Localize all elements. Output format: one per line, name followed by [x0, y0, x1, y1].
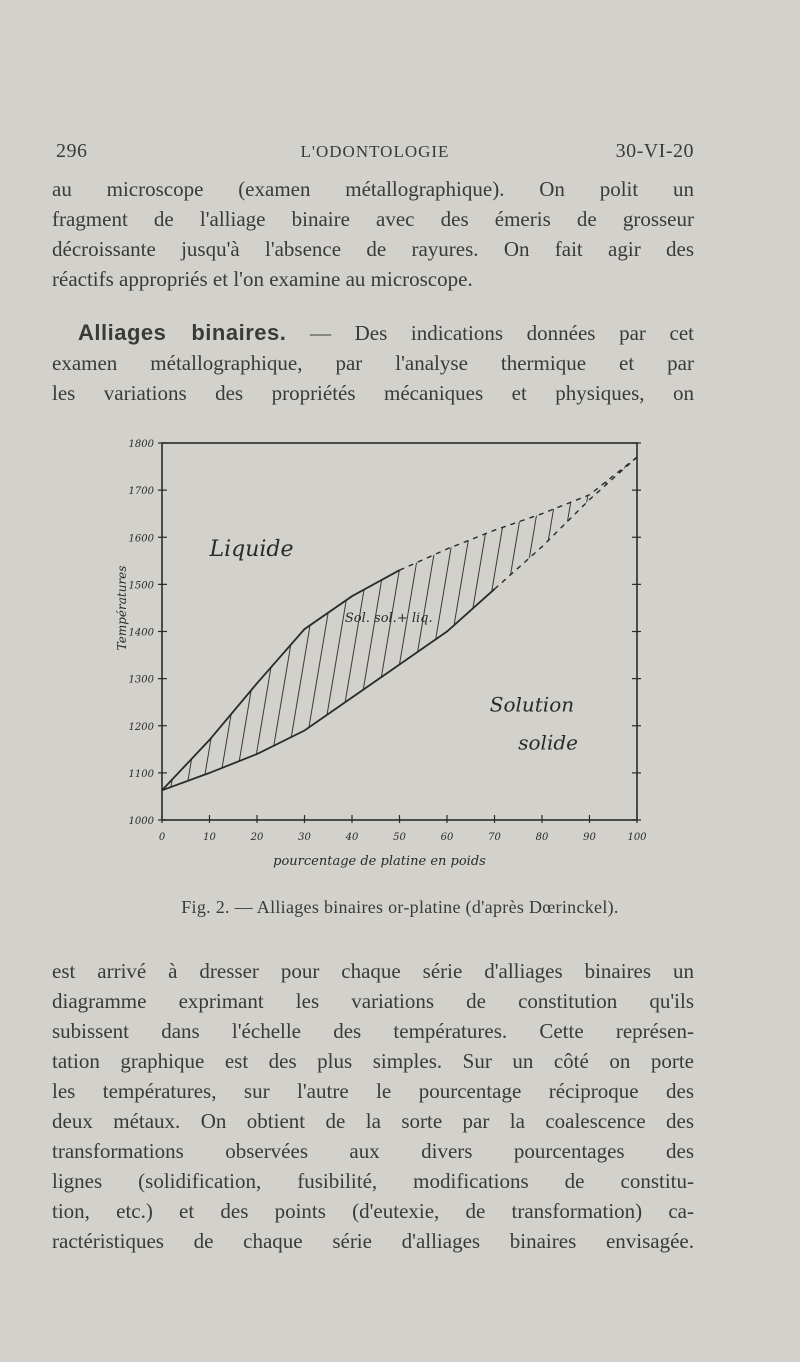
hatch-line [562, 425, 632, 840]
x-tick-label: 90 [583, 832, 596, 843]
text-line: est arrivé à dresser pour chaque série d'alliages binaires un [52, 959, 694, 983]
y-tick-label: 1400 [128, 627, 154, 639]
hatch-line [226, 425, 296, 840]
y-tick-label: 1800 [128, 439, 154, 450]
hatch-line [322, 425, 392, 840]
page-header [56, 140, 694, 168]
y-tick-label: 1200 [128, 721, 154, 733]
hatch-line [146, 425, 216, 840]
hatch-line [546, 425, 616, 840]
region-label-mixed: Sol. sol.+ liq. [344, 611, 433, 627]
text-line: tation graphique est des plus simples. Sur un côté on porte [52, 1049, 694, 1073]
y-tick-label: 1700 [128, 486, 154, 498]
liquidus-curve-dashed [400, 457, 638, 570]
x-tick-label: 80 [535, 832, 549, 843]
hatch-line [498, 425, 568, 840]
region-label-solid-1: Solution [489, 692, 575, 717]
hatch-line [194, 425, 264, 840]
hatch-line [418, 425, 488, 840]
text-line: réactifs appropriés et l'on examine au microscope. [52, 267, 473, 291]
text-line: deux métaux. On obtient de la sorte par la coalescence des [52, 1109, 694, 1133]
y-tick-label: 1300 [128, 674, 154, 686]
text-line: lignes (solidification, fusibilité, modifications de constitu- [52, 1169, 694, 1193]
text-line [52, 318, 694, 348]
liquidus-curve [162, 570, 400, 790]
y-tick-label: 1600 [128, 533, 154, 545]
x-tick-label: 10 [203, 832, 216, 843]
hatch-line [658, 425, 670, 840]
hatch-line [642, 425, 670, 840]
x-tick-label: 30 [298, 832, 311, 843]
solidus-curve [162, 589, 495, 790]
hatch-line [466, 425, 536, 840]
x-tick-label: 100 [627, 832, 647, 843]
page-number: 296 [56, 140, 88, 162]
text-line: examen métallographique, par l'analyse thermique et par [52, 351, 694, 375]
x-tick-label: 60 [440, 832, 454, 843]
text-line: tion, etc.) et des points (d'eutexie, de transformation) ca- [52, 1199, 694, 1223]
y-tick-label: 1500 [128, 580, 154, 592]
issue-date: 30-VI-20 [615, 140, 694, 162]
text-line: les températures, sur l'autre le pourcentage réciproque des [52, 1079, 694, 1103]
hatch-line [482, 425, 552, 840]
text-line: subissent dans l'échelle des températures. Cette représen- [52, 1019, 694, 1043]
region-label-solid-2: solide [518, 730, 578, 755]
hatch-line [306, 425, 376, 840]
text-line: au microscope (examen métallographique). On polit un [52, 177, 694, 201]
hatch-line [450, 425, 520, 840]
y-tick-label: 1100 [128, 768, 154, 780]
figure-caption: Fig. 2. — Alliages binaires or-platine (d'après Dœrinckel). [181, 897, 619, 917]
text-line: les variations des propriétés mécaniques et physiques, on [52, 381, 694, 405]
solidus-curve-dashed [495, 457, 638, 589]
phase-diagram-chart [110, 425, 670, 885]
x-axis-label: pourcentage de platine en poids [273, 854, 486, 869]
heading-continuation: — Des indications données par cet [286, 321, 694, 345]
hatch-line [530, 425, 600, 840]
paragraph-alliages-binaires [52, 318, 694, 408]
hatch-line [514, 425, 584, 840]
region-label-liquid: Liquide [209, 537, 294, 563]
hatch-line [274, 425, 344, 840]
hatch-line [338, 425, 408, 840]
x-tick-label: 0 [158, 832, 166, 843]
text-line: décroissante jusqu'à l'absence de rayures. On fait agir des [52, 237, 694, 261]
x-tick-label: 70 [488, 832, 501, 843]
hatch-line [178, 425, 248, 840]
text-line: diagramme exprimant les variations de constitution qu'ils [52, 989, 694, 1013]
hatch-line [594, 425, 664, 840]
x-tick-label: 50 [393, 832, 406, 843]
hatch-line [370, 425, 440, 840]
phase-diagram-figure [110, 425, 670, 885]
running-title: L'ODONTOLOGIE [300, 142, 450, 161]
text-line: transformations observées aux divers pourcentages des [52, 1139, 694, 1163]
hatch-line [626, 425, 670, 840]
text-line: ractéristiques de chaque série d'alliages binaires envisagée. [52, 1229, 694, 1253]
text-line: fragment de l'alliage binaire avec des émeris de grosseur [52, 207, 694, 231]
x-tick-label: 40 [345, 832, 359, 843]
section-heading: Alliages binaires. [78, 320, 287, 345]
paragraph-microscope [52, 174, 694, 294]
hatch-line [610, 425, 670, 840]
y-tick-label: 1000 [128, 816, 154, 827]
hatch-line [402, 425, 472, 840]
y-axis-label: Températures [115, 565, 129, 651]
x-tick-label: 20 [250, 832, 264, 843]
hatch-line [258, 425, 328, 840]
hatch-line [354, 425, 424, 840]
hatch-line [210, 425, 280, 840]
paragraph-diagramme [52, 956, 694, 1256]
